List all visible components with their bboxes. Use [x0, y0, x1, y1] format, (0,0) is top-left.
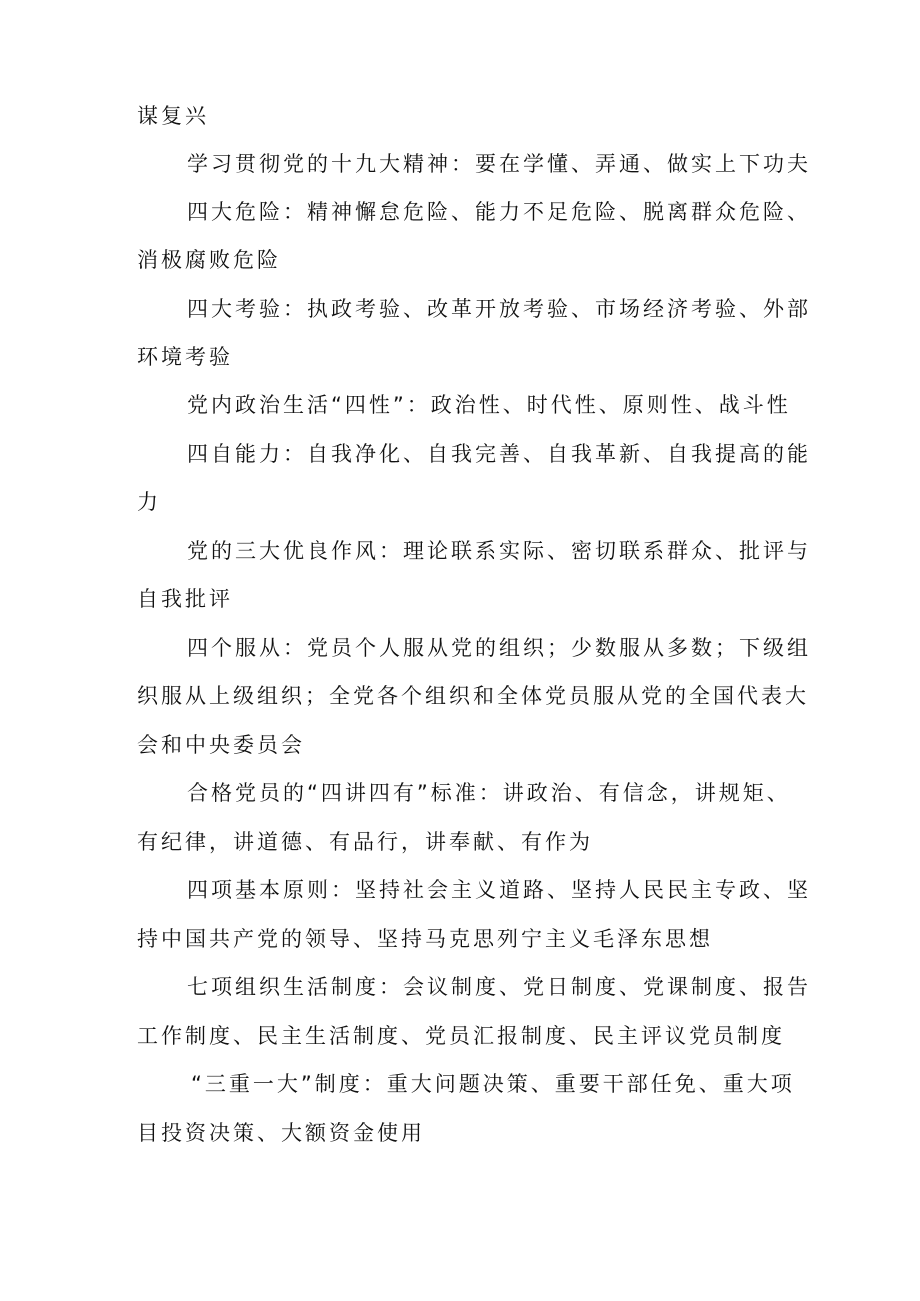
text-line: 学习贯彻党的十九大精神：要在学懂、弄通、做实上下功夫 — [187, 152, 811, 176]
text-line: 谋复兴 — [137, 104, 209, 128]
text-line: 消极腐败危险 — [137, 248, 281, 272]
text-line: 合格党员的“四讲四有”标准：讲政治、有信念，讲规矩、 — [187, 781, 791, 805]
text-line: 自我批评 — [137, 587, 233, 611]
text-line: 四大考验：执政考验、改革开放考验、市场经济考验、外部 — [187, 297, 811, 321]
text-line: 党内政治生活“四性”：政治性、时代性、原则性、战斗性 — [187, 393, 791, 417]
text-line: 力 — [137, 490, 161, 514]
text-line: 四大危险：精神懈怠危险、能力不足危险、脱离群众危险、 — [187, 200, 811, 224]
text-line: 七项组织生活制度：会议制度、党日制度、党课制度、报告 — [187, 975, 811, 999]
text-line: 有纪律，讲道德、有品行，讲奉献、有作为 — [137, 830, 593, 854]
text-line: 工作制度、民主生活制度、党员汇报制度、民主评议党员制度 — [137, 1024, 785, 1048]
text-line: “三重一大”制度：重大问题决策、重要干部任免、重大项 — [191, 1072, 795, 1096]
text-line: 党的三大优良作风：理论联系实际、密切联系群众、批评与 — [187, 539, 811, 563]
text-line: 四项基本原则：坚持社会主义道路、坚持人民民主专政、坚 — [187, 878, 811, 902]
text-line: 会和中央委员会 — [137, 733, 305, 757]
text-line: 织服从上级组织；全党各个组织和全体党员服从党的全国代表大 — [137, 684, 809, 708]
text-line: 四自能力：自我净化、自我完善、自我革新、自我提高的能 — [187, 442, 811, 466]
text-line: 四个服从：党员个人服从党的组织；少数服从多数；下级组 — [187, 636, 811, 660]
text-line: 持中国共产党的领导、坚持马克思列宁主义毛泽东思想 — [137, 927, 713, 951]
text-line: 目投资决策、大额资金使用 — [137, 1121, 425, 1145]
text-line: 环境考验 — [137, 345, 233, 369]
